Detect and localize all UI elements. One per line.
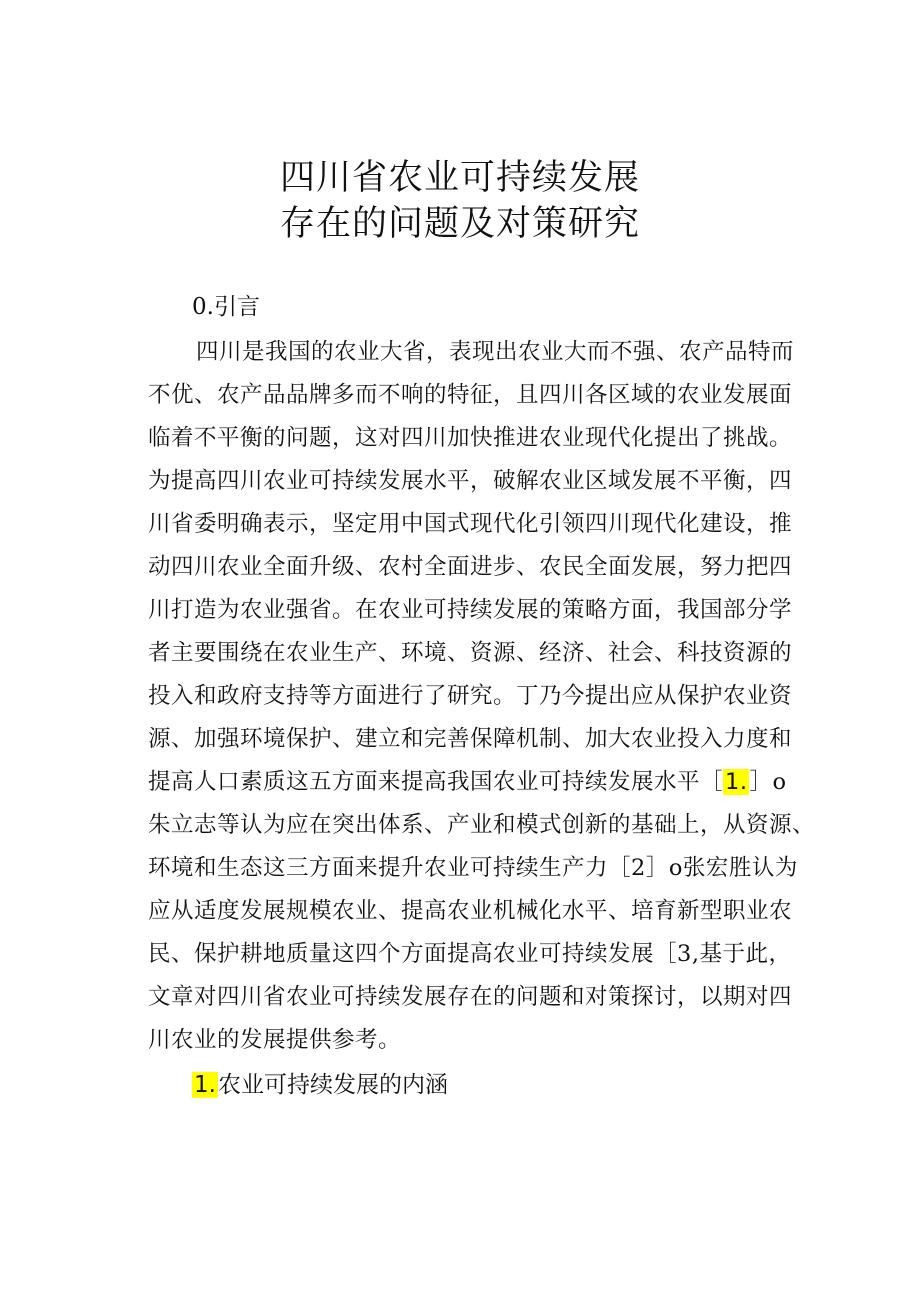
paragraph-line: 川农业的发展提供参考。 [148, 1027, 402, 1053]
paragraph-text: ］o [749, 769, 787, 795]
paragraph-line: 者主要围绕在农业生产、环境、资源、经济、社会、科技资源的 [148, 640, 793, 666]
section-heading-text: 农业可持续发展的内涵 [217, 1072, 448, 1098]
paragraph-line: 不优、农产品品牌多而不响的特征，且四川各区域的农业发展面 [148, 382, 793, 408]
document-title-line-1: 四川省农业可持续发展 [279, 158, 640, 198]
paragraph-line: 川省委明确表示，坚定用中国式现代化引领四川现代化建设，推 [148, 511, 793, 537]
paragraph-line: 四川是我国的农业大省，表现出农业大而不强、农产品特而 [196, 339, 795, 365]
paragraph-line: 文章对四川省农业可持续发展存在的问题和对策探讨，以期对四 [148, 984, 793, 1010]
highlighted-citation-number: 1. [725, 769, 748, 795]
paragraph-line: 投入和政府支持等方面进行了研究。丁乃今提出应从保护农业资 [148, 683, 793, 709]
highlighted-section-number: 1. [194, 1072, 216, 1098]
document-title-line-2: 存在的问题及对策研究 [279, 204, 640, 244]
paragraph-text: 提高人口素质这五方面来提高我国农业可持续发展水平［ [148, 769, 724, 795]
paragraph-line: 朱立志等认为应在突出体系、产业和模式创新的基础上，从资源、 [148, 812, 816, 838]
paragraph-line: 临着不平衡的问题，这对四川加快推进农业现代化提出了挑战。 [148, 425, 793, 451]
paragraph-line: 环境和生态这三方面来提升农业可持续生产力［2］o张宏胜认为 [148, 855, 798, 881]
paragraph-line: 为提高四川农业可持续发展水平，破解农业区域发展不平衡，四 [148, 468, 793, 494]
paragraph-line: 应从适度发展规模农业、提高农业机械化水平、培育新型职业农 [148, 898, 793, 924]
paragraph-line: 民、保护耕地质量这四个方面提高农业可持续发展［3,基于此， [148, 941, 792, 967]
paragraph-line: 源、加强环境保护、建立和完善保障机制、加大农业投入力度和 [148, 726, 793, 752]
paragraph-line-with-citation [148, 767, 787, 797]
section-heading-introduction: 0.引言 [192, 294, 260, 320]
paragraph-line: 动四川农业全面升级、农村全面进步、农民全面发展，努力把四 [148, 554, 793, 580]
section-heading-1 [192, 1070, 448, 1100]
paragraph-line: 川打造为农业强省。在农业可持续发展的策略方面，我国部分学 [148, 597, 793, 623]
